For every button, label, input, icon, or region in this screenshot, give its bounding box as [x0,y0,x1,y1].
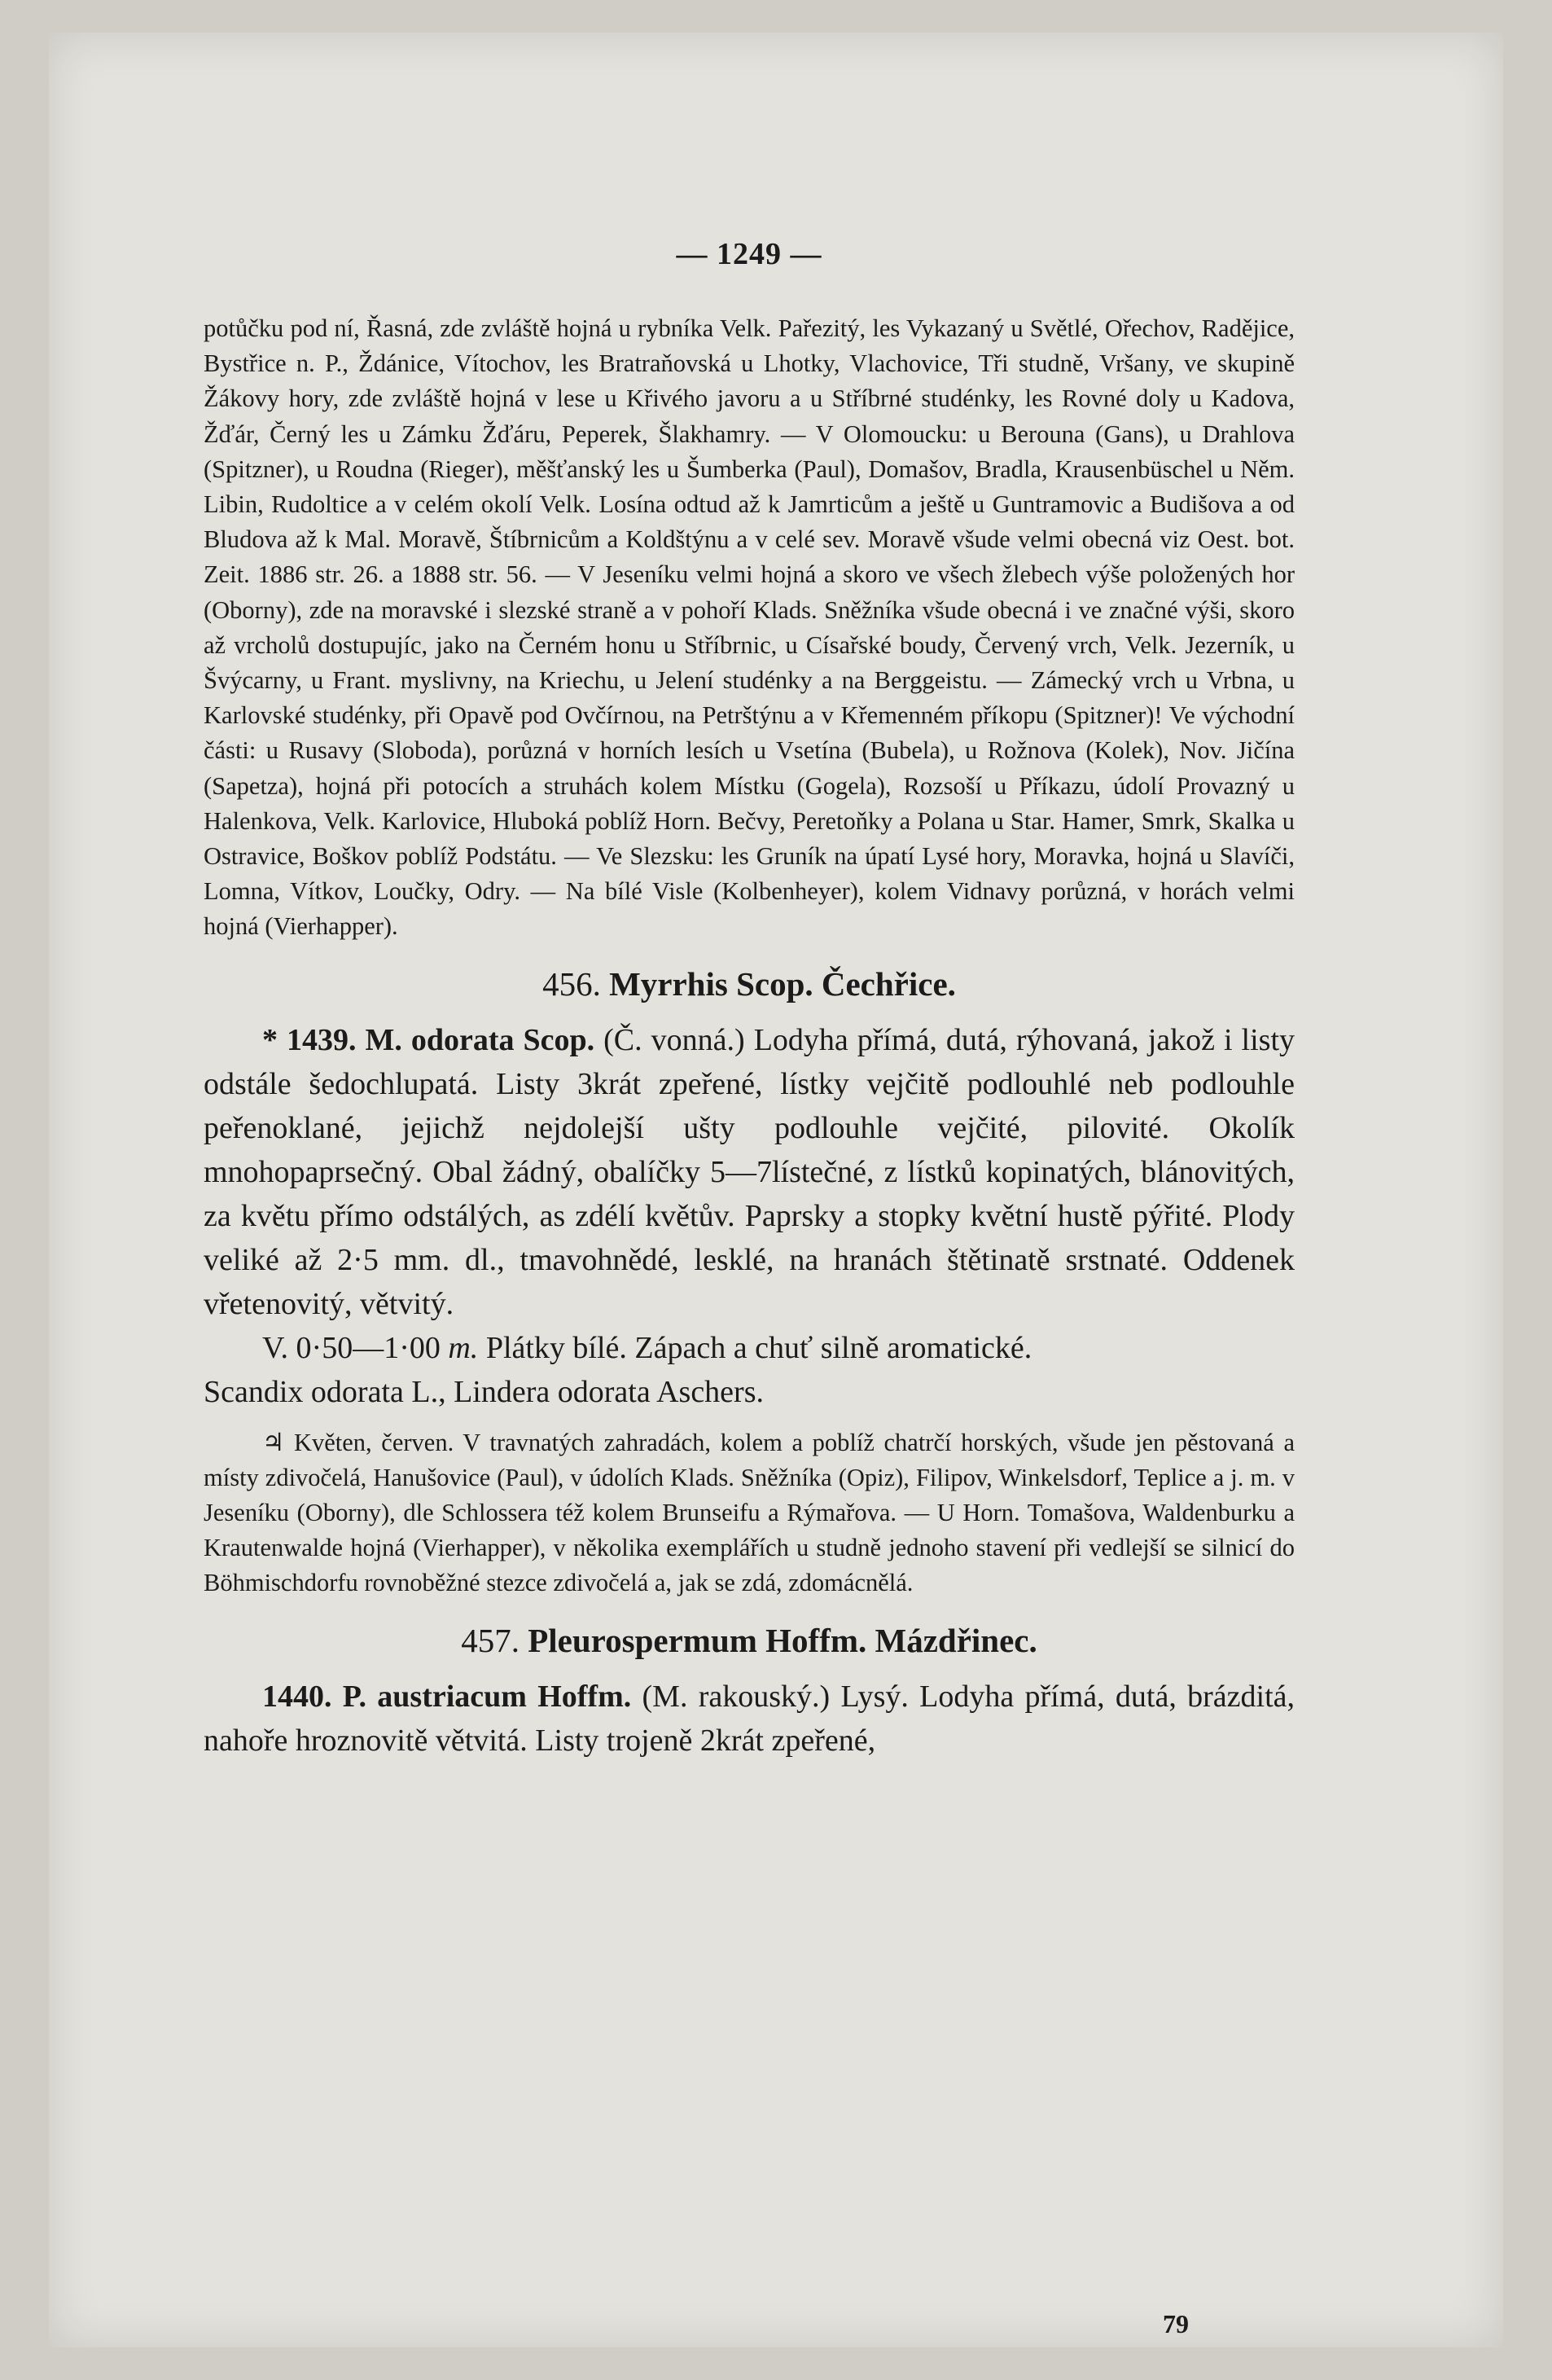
genus-heading-456 [204,964,1295,1003]
species-size-paragraph [204,1326,1295,1370]
species-heading: * 1439. M. odorata Scop. [262,1022,595,1057]
species-paragraph [204,1018,1295,1326]
species-synonyms: Scandix odorata L., Lindera odorata Aschers. [204,1374,764,1409]
genus-czech-name: Mázdřinec. [875,1621,1037,1659]
habitat-block-1439 [204,1425,1295,1601]
locality-text-block [204,311,1295,945]
species-paragraph [204,1675,1295,1763]
species-description-1439 [204,1018,1295,1414]
species-size: V. 0·50—1·00 [262,1330,441,1365]
page-content [204,236,1295,1763]
species-size-rest: Plátky bílé. Zápach a chuť silně aromatické. [485,1330,1032,1365]
species-czech-name: (M. rakouský.) [642,1679,831,1714]
genus-heading-457 [204,1621,1295,1660]
genus-number: 457. [461,1621,520,1659]
species-description-1440 [204,1675,1295,1763]
species-description: Lysý. Lodyha přímá, dutá, brázditá, nahoře hroznovitě větvitá. Listy trojeně 2krát zpeřené, [204,1679,1295,1758]
species-description: Lodyha přímá, dutá, rýhovaná, jakož i listy odstále šedochlupatá. Listy 3krát zpeřené, lístky vejčitě podlouhlé neb podlouhle peřenoklané, jejichž nejdolejší ušty podlouhle vejčité, pilovité. Okolík mnohopaprsečný. Obal žádný, obalíčky 5—7lístečné, z lístků kopinatých, blánovitých, za květu přímo odstálých, as zdélí květův. Paprsky a stopky květní hustě pýřité. Plody veliké až 2·5 mm. dl., tmavohnědé, lesklé, na hranách štětinatě srstnaté. Oddenek vřetenovitý, větvitý. [204,1022,1296,1321]
species-czech-name: (Č. vonná.) [603,1022,745,1057]
genus-latin-name: Pleurospermum Hoffm. [528,1621,867,1659]
paragraph-localities: potůčku pod ní, Řasná, zde zvláště hojná u rybníka Velk. Pařezitý, les Vykazaný u Světlé, Ořechov, Radějice, Bystřice n. P., Ždánice, Vítochov, les Bratraňovská u Lhotky, Vlachovice, Tři studně, Vršany, ve skupině Žákovy hory, zde zvláště hojná v lese u Křivého javoru a u Stříbrné studénky, les Rovné doly u Kadova, Žďár, Černý les u Zámku Žďáru, Peperek, Šlakhamry. — V Olomoucku: u Berouna (Gans), u Drahlova (Spitzner), u Roudna (Rieger), měšťanský les u Šumberka (Paul), Domašov, Bradla, Krausenbüschel u Něm. Libin, Rudoltice a v celém okolí Velk. Losína odtud až k Jamrticům a ještě u Guntramovic a Budišova a od Bludova až k Mal. Moravě, Štíbrnicům a Koldštýnu a v celé sev. Moravě všude velmi obecná viz Oest. bot. Zeit. 1886 str. 26. a 1888 str. 56. — V Jeseníku velmi hojná a skoro ve všech žlebech výše položených hor (Oborny), zde na moravské i slezské straně a v pohoří Klads. Sněžníka všude obecná i ve značné výši, skoro až vrcholů dostupujíc, jako na Černém honu u Stříbrnic, u Císařské boudy, Červený vrch, Velk. Jezerník, u Švýcarny, u Frant. myslivny, na Kriechu, u Jelení studénky a na Berggeistu. — Zámecký vrch u Vrbna, u Karlovské studénky, při Opavě pod Ovčírnou, na Petrštýnu a v Křemenném příkopu (Spitzner)! Ve východní části: u Rusavy (Sloboda), porůzná v horních lesích u Vsetína (Bubela), u Rožnova (Kolek), Nov. Jičína (Sapetza), hojná při potocích a struhách kolem Místku (Gogela), Rozsoší u Příkazu, údolí Provazný u Halenkova, Velk. Karlovice, Hluboká poblíž Horn. Bečvy, Peretoňky a Polana u Star. Hamer, Smrk, Skalka u Ostravice, Boškov poblíž Podstátu. — Ve Slezsku: les Gruník na úpatí Lysé hory, Moravka, hojná u Slavíči, Lomna, Vítkov, Loučky, Odry. — Na bílé Visle (Kolbenheyer), kolem Vidnavy porůzná, v horách velmi hojná (Vierhapper). [204,314,1295,941]
species-size-unit: m. [448,1330,479,1365]
book-page [49,33,1503,2347]
genus-czech-name: Čechřice. [821,964,956,1003]
genus-latin-name: Myrrhis Scop. [609,964,813,1003]
signature-mark: 79 [1163,2309,1189,2338]
page-number: — 1249 — [676,237,822,271]
species-heading: 1440. P. austriacum Hoffm. [262,1679,632,1714]
habitat-paragraph: ♃ Květen, červen. V travnatých zahradách, kolem a poblíž chatrčí horských, všude jen pěstovaná a místy zdivočelá, Hanušovice (Paul), v údolích Klads. Sněžníka (Opiz), Filipov, Winkelsdorf, Teplice a j. m. v Jeseníku (Oborny), dle Schlossera též kolem Brunseifu a Rýmařova. — U Horn. Tomašova, Waldenburku a Krautenwalde hojná (Vierhapper), v několika exemplářích u studně jednoho stavení při vedlejší se silnicí do Böhmischdorfu rovnoběžné stezce zdivočelá a, jak se zdá, zdomácnělá. [204,1428,1295,1597]
genus-number: 456. [542,964,601,1003]
